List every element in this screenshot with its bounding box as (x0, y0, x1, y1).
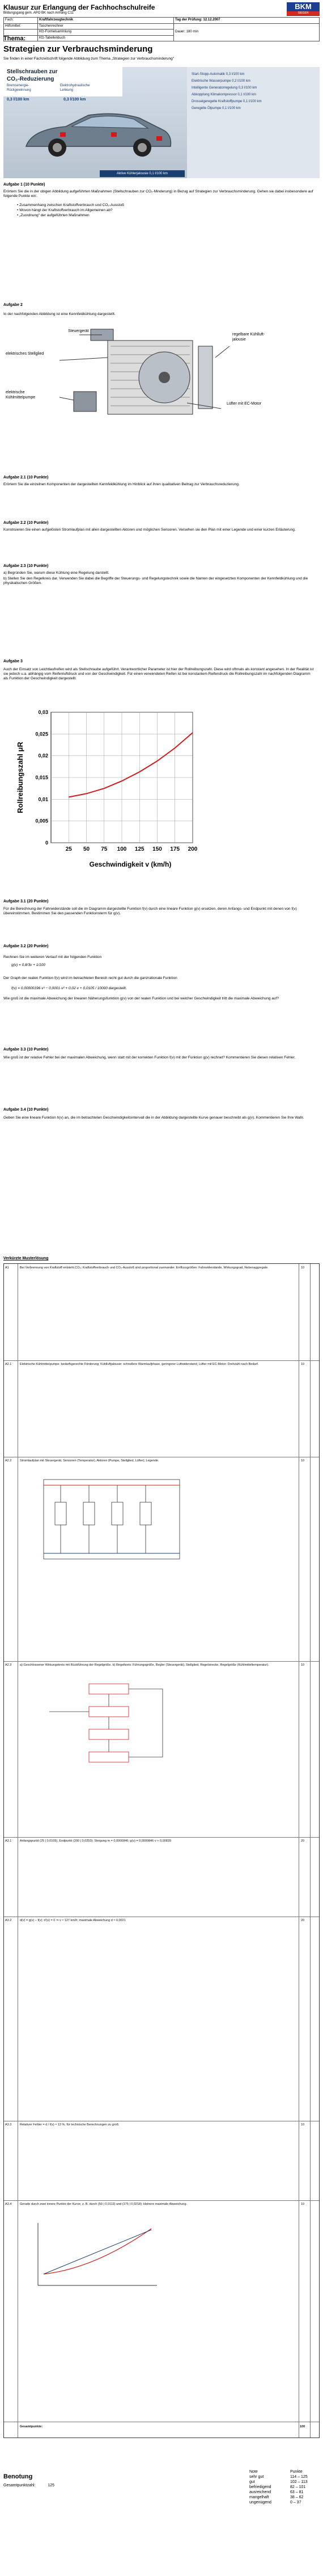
label-kuehlmittelpumpe: elektrische Kühlmittelpumpe (6, 390, 36, 400)
sol-row-8-nr: A3.4 (5, 2203, 12, 2206)
task-3-text: Auch der Einsatz von Leichtlaufreifen wird als Stellschraube aufgeführt. Verantwortlicher Parameter ist hier der Rollreibungszahl. Diese wird oftmals als konstant angesehen. In der Realität ist sie jedoch u.a. abhängig vom Reifenluftdruck und von der Geschwindigkeit. Für einen verwendeten Reifen ist bei konstantem Reifendruck die Rollreibungszahl im nachfolgenden Diagramm als Funktion der Geschwindigkeit dargestellt. (3, 667, 314, 681)
grade-head-points: Punkte (290, 2470, 303, 2474)
measure-6: Geregelte Ölpumpe 0,1 l/100 km (192, 107, 241, 110)
measure-3: Intelligente Generatorregelung 0,3 l/100 km (192, 86, 257, 90)
fach-value: Kraftfahrzeugtechnik (38, 18, 174, 24)
measures-list (187, 67, 320, 178)
row-divider (4, 1661, 319, 1662)
chart-y-tick-label: 0 (45, 840, 48, 846)
sol-row-4-nr: A2.3 (5, 1663, 12, 1667)
chart-series-line (69, 733, 193, 797)
intro-text: Sie finden in einer Fachzeitschrift folgende Abbildung zum Thema „Strategien zur Verbrauchsminderung“ (3, 57, 174, 61)
bullet-text: Wovon hängt der Kraftstoffverbrauch im Allgemeinen ab? (19, 208, 113, 212)
task-3-2-formula-2: f(v) = 0,00000196·v³ − 0,0001·v² + 0,02·v + 0,0105 / 10000 dargestellt. (11, 986, 127, 990)
co2-reduction-figure (3, 67, 187, 178)
sol-row-6-text: d(v) = g(v) − f(v); d'(v) = 0 ⇒ v ≈ 127 km/h; maximale Abweichung d ≈ 0,0021 (20, 1919, 126, 1922)
task-3-title: Aufgabe 3 (3, 659, 23, 663)
task-2-3-text-b: b) Stellen Sie den Regelkreis dar. Verwenden Sie dabei die Begriffe der Steuerungs- und Regelungstechnik sowie die Namen der eingesetzten Komponenten der Kennfeldkühlung und die physikalischen Größen. (3, 577, 308, 586)
task-1-bullet-3: • „Zuordnung“ der aufgeführten Maßnahmen (17, 213, 90, 217)
task-3-1-text: Für die Berechnung der Fahrwiderstände soll die im Diagramm dargestellte Funktion f(v) durch eine lineare Funktion g(v) ersetzen, deren Anfangs- und Endpunkt mit denen von f(v) übereinstimmen. Bestimmen Sie den passenden Funktionsterm für g(v). (3, 907, 297, 916)
sol-total-label: Gesamtpunkte: (20, 2425, 43, 2428)
chart-x-tick-label: 100 (117, 846, 127, 852)
grading-total (3, 2483, 54, 2489)
task-2-1-title: Aufgabe 2.1 (10 Punkte) (3, 476, 49, 480)
grading-total-label: Gesamtpunktzahl: (3, 2483, 36, 2487)
chart-y-tick-label: 0,01 (38, 796, 48, 802)
chart-x-tick-label: 125 (134, 846, 144, 852)
chart-x-tick-label: 25 (65, 846, 72, 852)
control-loop-diagram (27, 1678, 197, 1780)
hilfsmittel-label: Hilfsmittel: (4, 23, 38, 30)
figure-heading-1: Stellschrauben zur (7, 69, 58, 75)
hilfsmittel-3: Kfz-Tabellenbuch (38, 35, 174, 41)
chart-y-tick-label: 0,03 (38, 709, 48, 715)
task-3-1-title: Aufgabe 3.1 (20 Punkte) (3, 900, 49, 904)
task-2-2-title: Aufgabe 2.2 (10 Punkte) (3, 521, 49, 525)
chart-x-tick-label: 50 (83, 846, 90, 852)
chart-grid (51, 712, 193, 843)
sol-row-5-nr: A3.1 (5, 1839, 12, 1843)
sol-row-3-points: 10 (301, 1459, 305, 1463)
school-logo (287, 2, 320, 16)
grade-points-4: 63 – 81 (290, 2490, 304, 2494)
chart-y-tick-label: 0,02 (38, 753, 48, 759)
task-2-title: Aufgabe 2 (3, 303, 23, 307)
row-divider (4, 1360, 319, 1361)
left-label-2a: Elektrohydraulische (60, 84, 90, 87)
task-3-2-text-1: Rechnen Sie im weiteren Verlauf mit der folgenden Funktion (3, 955, 102, 959)
chart-y-tick-label: 0,015 (35, 775, 48, 780)
exam-title: Klausur zur Erlangung der Fachhochschulreife (3, 3, 155, 11)
logo-text: BKM (295, 2, 312, 11)
dauer-label: Dauer: 180 min (174, 23, 320, 41)
chart-y-tick-label: 0,005 (35, 818, 48, 824)
chart-x-tick-label: 200 (188, 846, 198, 852)
grade-points-1: 114 – 125 (290, 2475, 308, 2479)
sol-row-1-points: 10 (301, 1266, 305, 1270)
task-1-bullet-2: • Wovon hängt der Kraftstoffverbrauch im Allgemeinen ab? (17, 208, 113, 212)
sol-row-2-points: 10 (301, 1363, 305, 1366)
chart-x-tick-label: 150 (152, 846, 162, 852)
task-3-3-title: Aufgabe 3.3 (10 Punkte) (3, 1048, 49, 1052)
measure-1: Start-Stopp-Automatik 0,3 l/100 km (192, 73, 245, 76)
chart-x-tick-label: 175 (170, 846, 180, 852)
chart-series (69, 733, 193, 797)
label-steuergeraet: Steuergerät (68, 329, 89, 333)
rollreibung-chart (11, 707, 204, 871)
col-divider (310, 1264, 311, 2438)
sol-row-8-points: 10 (301, 2203, 305, 2206)
task-3-2-text-3: Wie groß ist die maximale Abweichung der linearen Näherungsfunktion g(v) von der realen Funktion und bei welcher Geschwindigkeit tritt die maximale Abweichung auf? (3, 997, 279, 1001)
grading-total-value: 125 (48, 2483, 55, 2487)
sol-row-2-nr: A2.1 (5, 1363, 12, 1366)
sol-row-7-text: Relativer Fehler = d / f(v) ≈ 13 %; für technische Berechnungen zu groß. (20, 2123, 120, 2127)
grade-head-note: Note (249, 2470, 258, 2474)
chart-y-ticks (35, 709, 48, 846)
grade-points-2: 102 – 113 (290, 2480, 308, 2484)
datum-label: Tag der Prüfung: 12.12.2007 (174, 18, 320, 24)
task-2-2-text: Konstruieren Sie einen aufgelösten Stromlaufplan mit allen dargestellten Aktoren und möglichen Sensoren. Versehen sie den Plan mit einer Legende und einer kurzen Erläuterung. (3, 528, 296, 532)
sol-row-3-text: Stromlaufplan mit Steuergerät, Sensoren (Temperatur), Aktoren (Pumpe, Stellglied, Lüfter); Legende. (20, 1459, 159, 1463)
chart-y-label: Rollreibungszahl μR (16, 742, 24, 813)
chart-x-ticks (66, 846, 198, 852)
measure-5: Drosselgeregelte Kraftstoffpumpe 0,1 l/100 km (192, 100, 262, 103)
grading-title: Benotung (3, 2473, 33, 2480)
row-divider (4, 2200, 319, 2201)
task-3-3-text: Wie groß ist der relative Fehler bei der maximalen Abweichung, wenn statt mit der korrekten Funktion f(v) mit der Funktion g(v) rechnet? Kommentieren Sie diesen relativen Fehler. (3, 1056, 296, 1060)
fach-label: Fach: (4, 18, 38, 24)
task-3-2-title: Aufgabe 3.2 (20 Punkte) (3, 944, 49, 948)
exam-meta-table (3, 17, 320, 41)
sol-row-4-text: a) Geschlossener Wirkungskreis mit Rückführung der Regelgröße. b) Regelkreis: Führungsgröße, Regler (Steuergerät), Stellglied, Regelstrecke, Regelgröße (Kühlmitteltemperatur). (20, 1663, 269, 1667)
task-2-3-text-a: a) Begründen Sie, warum diese Kühlung eine Regelung darstellt. (3, 571, 109, 575)
task-2-text: In der nachfolgenden Abbildung ist eine Kennfeldkühlung dargestellt. (3, 312, 116, 316)
grade-note-2: gut (249, 2480, 255, 2484)
bullet-text: Zusammenhang zwischen Kraftstoffverbrauch und CO₂-Ausstoß (19, 203, 124, 207)
left-label-1a: Bremsenergie- (7, 84, 29, 87)
sol-row-1-text: Bei Verbrennung von Kraftstoff entsteht CO₂; Kraftstoffverbrauch und CO₂-Ausstoß sind proportional zueinander. Einflussgrößen: Fahrwiderstände, Wirkungsgrad, Nebenaggregate. (20, 1266, 269, 1270)
sol-row-8-text: Gerade durch zwei innere Punkte der Kurve, z. B. durch (50 | 0,0113) und (175 | 0,0218); kleinere maximale Abweichung. (20, 2203, 188, 2206)
task-2-1-text: Erörtern Sie die einzelnen Komponenten der dargestellten Kennfeldkühlung im Hinblick auf ihren qualitativen Beitrag zur Verbrauchsreduzierung. (3, 482, 240, 486)
sol-row-5-points: 20 (301, 1839, 305, 1843)
chart-container (11, 707, 204, 871)
sol-row-7-points: 10 (301, 2123, 305, 2127)
sol-row-6-points: 20 (301, 1919, 305, 1922)
logo-subtext: SIEGEN (287, 11, 320, 15)
hilfsmittel-1: Taschenrechner (38, 23, 174, 30)
measure-2: Elektrische Wasserpumpe 0,2 l/100 km (192, 79, 250, 83)
left-value-1: 0,3 l/100 km (7, 98, 29, 102)
task-1-text: Erörtern Sie die in der obigen Abbildung aufgeführten Maßnahmen (Stellschrauben zur CO₂-Minderung) in Bezug auf Strategien zur Verbrauchsminderung. Gehen sie dabei insbesondere auf folgende Punkte ein: (3, 190, 313, 199)
solution-graph (27, 2217, 163, 2297)
row-divider (4, 1837, 319, 1838)
task-3-2-formula-1: g(v) = 0,8/3v + 1/100 (11, 963, 45, 967)
figure-bottom-tag: Aktive Kühlerjalousie 0,1 l/100 km (100, 170, 185, 177)
circuit-diagram (38, 1474, 185, 1565)
label-luefter: Lüfter mit EC-Motor (227, 402, 262, 406)
sol-row-7-nr: A3.3 (5, 2123, 12, 2127)
left-value-2: 0,3 l/100 km (63, 98, 86, 102)
sol-row-3-nr: A2.2 (5, 1459, 12, 1463)
task-1-title: Aufgabe 1 (10 Punkte) (3, 183, 45, 187)
left-label-1b: Rückgewinnung (7, 88, 31, 92)
label-jalousie: regelbare Kühlluft-jalousie (232, 333, 265, 342)
grade-note-4: ausreichend (249, 2490, 271, 2494)
grade-points-6: 0 – 37 (290, 2501, 301, 2504)
sol-row-4-points: 10 (301, 1663, 305, 1667)
thema-label: Thema: (3, 35, 26, 42)
label-stellglied: elektrisches Stellglied (6, 352, 44, 356)
solution-table (3, 1263, 320, 2438)
measure-4: Abkopplung Klimakompressor 0,1 l/100 km (192, 93, 257, 96)
figure-heading-box (3, 67, 122, 96)
grade-note-6: ungenügend (249, 2501, 271, 2504)
sol-row-6-nr: A3.2 (5, 1919, 12, 1922)
sol-total-value: 100 (300, 2425, 305, 2428)
exam-subtitle: Bildungsgang gem. APO BK nach Anhang C11 (3, 11, 74, 15)
page-title: Strategien zur Verbrauchsminderung (3, 44, 153, 54)
hilfsmittel-2: Kfz-Formelsammlung (38, 30, 174, 36)
grade-points-3: 82 – 101 (290, 2485, 306, 2489)
grade-note-1: sehr gut (249, 2475, 264, 2479)
grading-table (249, 2470, 317, 2510)
figure-heading-2: CO₂-Reduzierung (7, 75, 54, 82)
grade-note-3: befriedigend (249, 2485, 271, 2489)
sol-row-2-text: Elektrische Kühlmittelpumpe: bedarfsgerechte Förderung; Kühlluftjalousie: schnellere Warmlaufphase, geringerer Luftwiderstand; Lüfter mit EC-Motor: Drehzahl nach Bedarf. (20, 1363, 259, 1366)
car-illustration (20, 107, 173, 163)
grade-note-5: mangelhaft (249, 2495, 269, 2499)
bullet-text: „Zuordnung“ der aufgeführten Maßnahmen (19, 213, 90, 217)
sol-row-1-nr: A1 (5, 1266, 9, 1270)
task-3-4-title: Aufgabe 3.4 (10 Punkte) (3, 1108, 49, 1112)
task-2-3-title: Aufgabe 2.3 (10 Punkte) (3, 564, 49, 568)
chart-y-tick-label: 0,025 (35, 731, 48, 737)
chart-x-tick-label: 75 (101, 846, 108, 852)
grade-points-5: 38 – 62 (290, 2495, 304, 2499)
task-1-bullet-1: • Zusammenhang zwischen Kraftstoffverbrauch und CO₂-Ausstoß (17, 203, 124, 207)
solution-title: Verkürzte Musterlösung (3, 1257, 49, 1260)
task-3-2-text-2: Der Graph der realen Funktion f(v) wird im betrachteten Bereich recht gut durch die ganzrationale Funktion (3, 976, 177, 980)
sol-row-5-text: Anfangspunkt (25 | 0,0105), Endpunkt (200 | 0,0253); Steigung m = 0,0000846; g(v) = 0,0000846·v + 0,00839 (20, 1839, 171, 1843)
left-label-2b: Lenkung (60, 88, 74, 92)
task-3-4-text: Geben Sie eine lineare Funktion h(v) an, die im betrachteten Geschwindigkeitsintervall die in der Abbildung dargestellte Kurve genauer beschreibt als g(v). Kommentieren Sie Ihre Wahl. (3, 1116, 304, 1120)
chart-x-label: Geschwindigkeit v (km/h) (89, 860, 172, 868)
